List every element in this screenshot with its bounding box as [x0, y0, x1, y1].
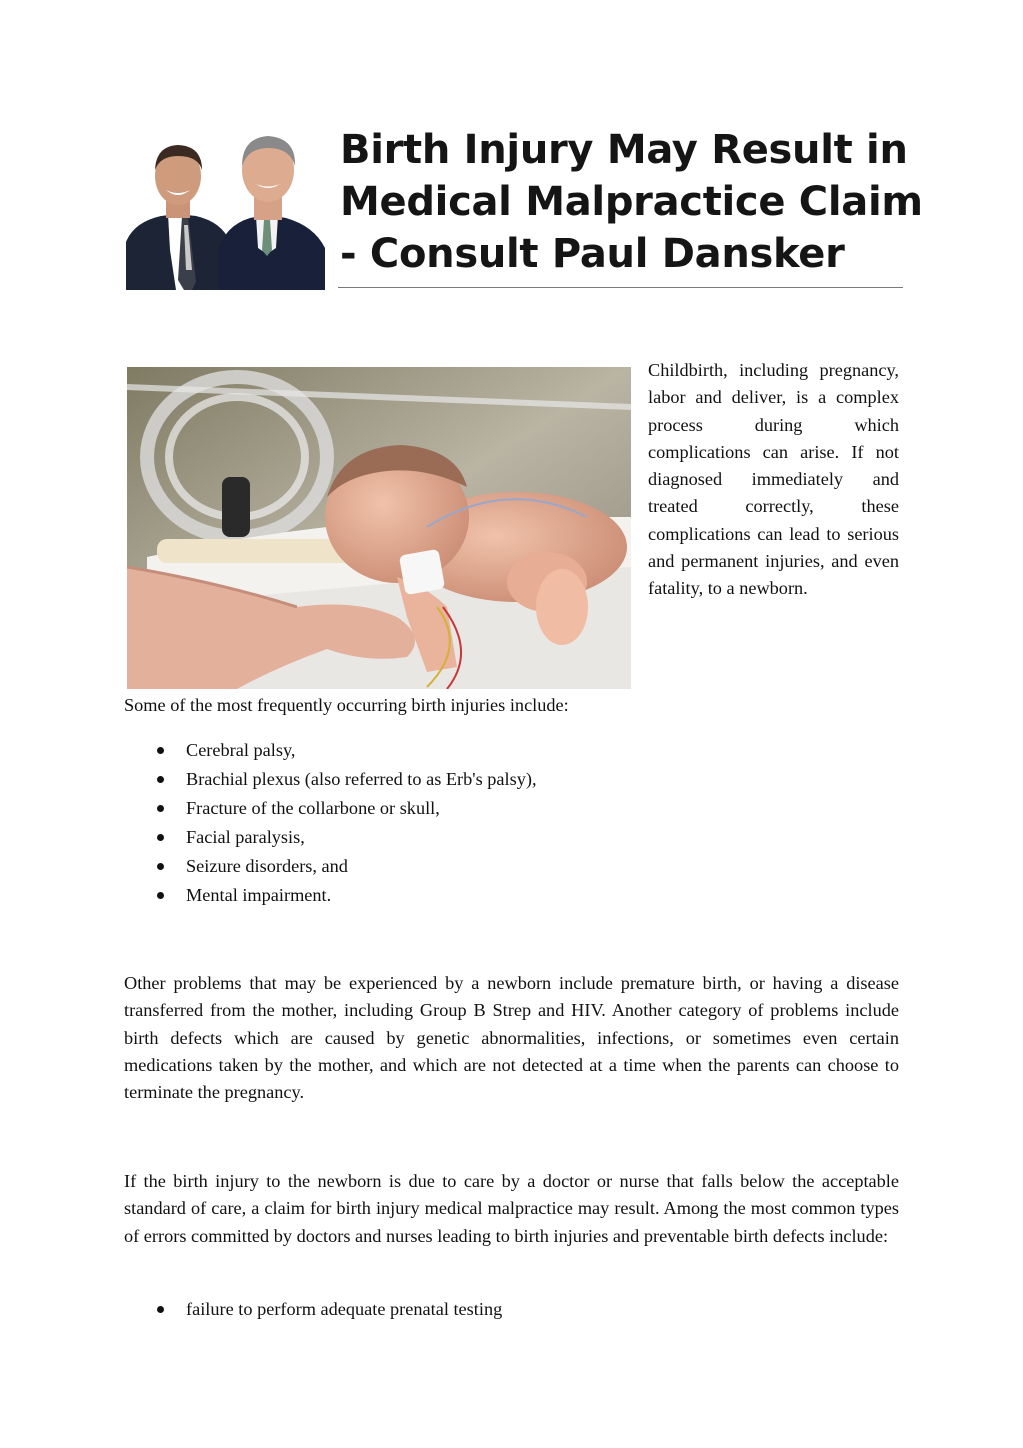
list-item: Mental impairment. [124, 881, 537, 910]
title-line: Medical Malpractice Claim [340, 179, 923, 225]
attorneys-photo [126, 130, 325, 290]
bullet-icon [157, 805, 164, 812]
list-item: Seizure disorders, and [124, 852, 537, 881]
list-item: Fracture of the collarbone or skull, [124, 794, 537, 823]
title-divider [338, 287, 903, 288]
bullet-icon [157, 747, 164, 754]
intro-paragraph: Childbirth, including pregnancy, labor and deliver, is a complex process during which complications can arise. If not diagnosed immediately and treated correctly, these complications can lead to serious and permanent injuries, and even fatality, to a newborn. [648, 360, 899, 599]
malpractice-paragraph: If the birth injury to the newborn is due to care by a doctor or nurse that falls below the acceptable standard of care, a claim for birth injury medical malpractice may result. Among the most common types of errors committed by doctors and nurses leading to birth injuries and preventable birth defects include: [124, 1171, 899, 1246]
list-item: Brachial plexus (also referred to as Erb's palsy), [124, 765, 537, 794]
bullet-icon [157, 1306, 164, 1313]
injuries-lead: Some of the most frequently occurring birth injuries include: [124, 695, 569, 715]
title-line: - Consult Paul Dansker [340, 231, 845, 277]
title-line: Birth Injury May Result in [340, 127, 908, 173]
list-item: Cerebral palsy, [124, 736, 537, 765]
bullet-icon [157, 863, 164, 870]
list-item: failure to perform adequate prenatal testing [124, 1295, 502, 1324]
bullet-icon [157, 776, 164, 783]
newborn-photo [127, 367, 631, 689]
other-problems-paragraph: Other problems that may be experienced by a newborn include premature birth, or having a disease transferred from the mother, including Group B Strep and HIV. Another category of problems include birth defects which are caused by genetic abnormalities, infections, or sometimes even certain medications taken by the mother, and which are not detected at a time when the parents can choose to terminate the pregnancy. [124, 973, 899, 1103]
injuries-list [124, 736, 537, 910]
bullet-icon [157, 892, 164, 899]
errors-list [124, 1295, 502, 1324]
bullet-icon [157, 834, 164, 841]
page-title [340, 124, 923, 280]
list-item: Facial paralysis, [124, 823, 537, 852]
